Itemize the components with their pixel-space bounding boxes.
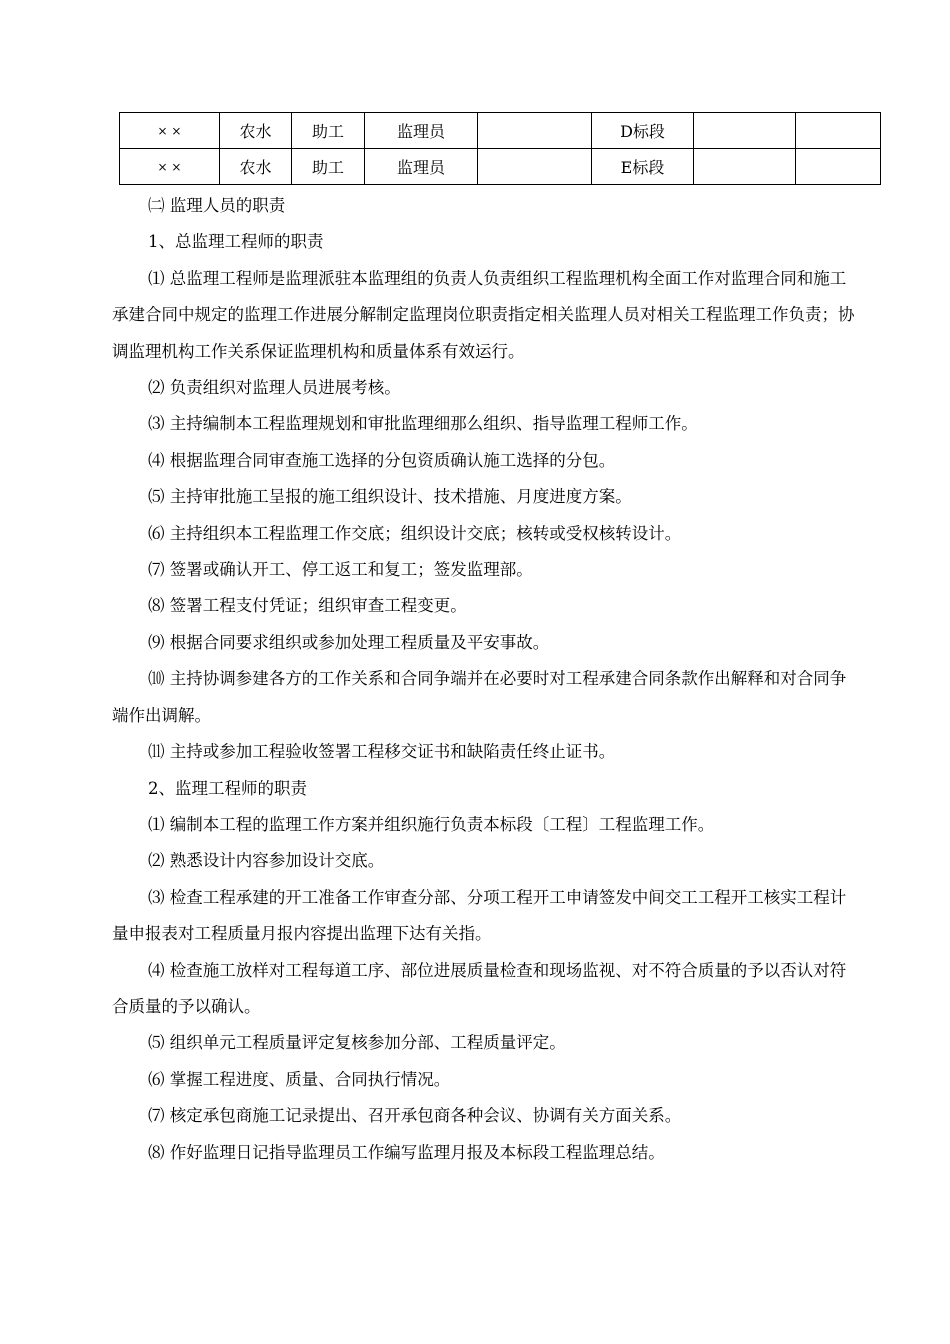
table-cell-title: 助工 [292,113,365,149]
list-item: ⑺ 签署或确认开工、停工返工和复工；签发监理部。 [148,560,533,580]
list-item: ⑽ 主持协调参建各方的工作关系和合同争端并在必要时对工程承建合同条款作出解释和对合同争端作出调解。 [112,669,847,725]
list-item: ⑸ 组织单元工程质量评定复核参加分部、工程质量评定。 [148,1033,566,1053]
list-item: ⑺ 核定承包商施工记录提出、召开承包商各种会议、协调有关方面关系。 [148,1106,682,1126]
list-item: ⑹ 掌握工程进度、质量、合同执行情况。 [148,1069,451,1089]
list-item: ⑸ 主持审批施工呈报的施工组织设计、技术措施、月度进度方案。 [148,487,632,507]
list-item: ⑻ 作好监理日记指导监理员工作编写监理月报及本标段工程监理总结。 [148,1142,665,1162]
list-item: ⑾ 主持或参加工程验收签署工程移交证书和缺陷责任终止证书。 [148,742,616,762]
table-cell-empty [694,113,796,149]
list-item: ⑹ 主持组织本工程监理工作交底；组织设计交底；核转或受权核转设计。 [148,523,682,543]
table-cell-empty [478,149,592,185]
table-cell-title: 助工 [292,149,365,185]
table-row [120,149,881,185]
table-cell-section: D标段 [592,113,694,149]
list-item: ⑴ 编制本工程的监理工作方案并组织施行负责本标段〔工程〕工程监理工作。 [148,814,715,834]
table-cell-empty [796,149,881,185]
table-cell-specialty: 农水 [220,113,292,149]
table-cell-specialty: 农水 [220,149,292,185]
table-cell-position: 监理员 [365,113,478,149]
section-heading: ㈡ 监理人员的职责 [148,196,286,215]
staff-table [119,112,881,185]
subsection-heading: 1、总监理工程师的职责 [148,232,324,252]
table-cell-empty [694,149,796,185]
table-cell-name: × × [120,113,220,149]
table-cell-empty [796,113,881,149]
list-item: ⑷ 检查施工放样对工程每道工序、部位进展质量检查和现场监视、对不符合质量的予以否认对符合质量的予以确认。 [112,960,847,1016]
table-cell-empty [478,113,592,149]
table-cell-position: 监理员 [365,149,478,185]
list-item: ⑼ 根据合同要求组织或参加处理工程质量及平安事故。 [148,632,550,652]
list-item: ⑴ 总监理工程师是监理派驻本监理组的负责人负责组织工程监理机构全面工作对监理合同和施工承建合同中规定的监理工作进展分解制定监理岗位职责指定相关监理人员对相关工程监理工作负责；协调监理机构工作关系保证监理机构和质量体系有效运行。 [112,268,855,361]
body-text [112,188,857,1171]
list-item: ⑵ 熟悉设计内容参加设计交底。 [148,851,385,871]
list-item: ⑵ 负责组织对监理人员进展考核。 [148,378,401,398]
list-item: ⑶ 检查工程承建的开工准备工作审查分部、分项工程开工申请签发中间交工工程开工核实工程计量申报表对工程质量月报内容提出监理下达有关指。 [112,887,847,944]
subsection-heading: 2、监理工程师的职责 [148,778,307,798]
table-cell-section: E标段 [592,149,694,185]
table-row [120,113,881,149]
list-item: ⑷ 根据监理合同审查施工选择的分包资质确认施工选择的分包。 [148,450,616,470]
table-cell-name: × × [120,149,220,185]
list-item: ⑻ 签署工程支付凭证；组织审查工程变更。 [148,596,467,616]
list-item: ⑶ 主持编制本工程监理规划和审批监理细那么组织、指导监理工程师工作。 [148,414,698,434]
